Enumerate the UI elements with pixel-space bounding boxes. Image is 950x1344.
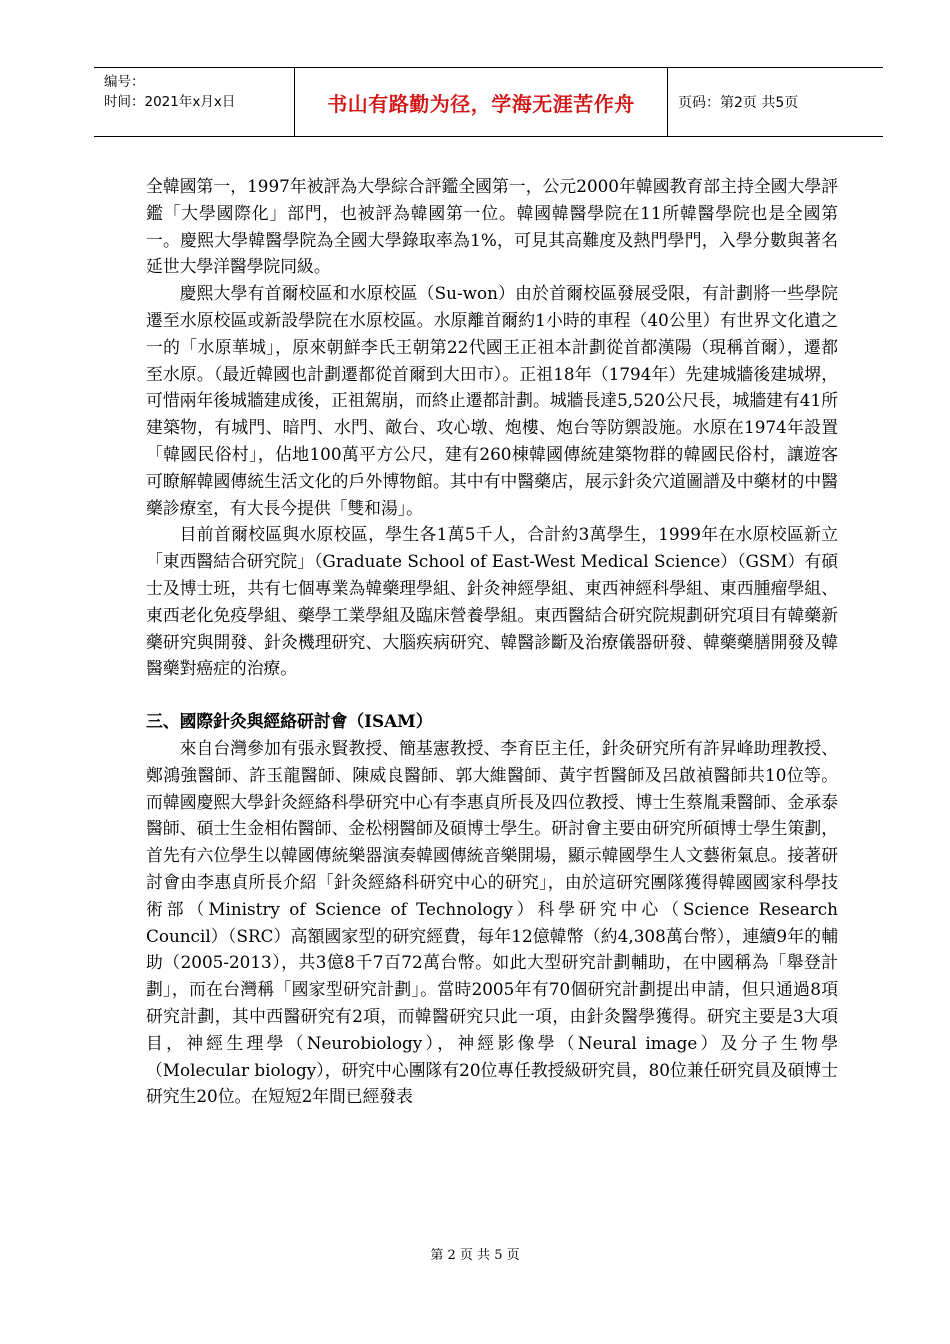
- paragraph-3: 目前首爾校區與水原校區，學生各1萬5千人，合計約3萬學生，1999年在水原校區新立「東西醫結合研究院」（Graduate School of East-West Medical Science）（GSM）有碩士及博士班，共有七個專業為韓藥理學組、針灸神經學組、東西神經科學組、東西腫瘤學組、東西老化免疫學組、藥學工業學組及臨床營養學組。東西醫結合研究院規劃研究項目有韓藥新藥研究與開發、針灸機理研究、大腦疾病研究、韓醫診斷及治療儀器研發、韓藥藥膳開發及韓醫藥對癌症的治療。: [146, 524, 838, 679]
- page-footer: 第 2 页 共 5 页: [430, 1248, 520, 1263]
- header-meta: [94, 68, 294, 136]
- page-header: [94, 67, 883, 137]
- document-number-label: 编号：: [104, 74, 145, 90]
- section-heading: 三、國際針灸與經絡研討會（ISAM）: [146, 711, 433, 732]
- header-page-info: 页码：第2页 共5页: [678, 95, 799, 111]
- document-time: 时间：2021年x月x日: [104, 94, 236, 110]
- paragraph-1: 全韓國第一，1997年被評為大學綜合評鑑全國第一，公元2000年韓國教育部主持全國大學評鑑「大學國際化」部門，也被評為韓國第一位。韓國韓醫學院在11所韓醫學院也是全國第一。慶熙大學韓醫學院為全國大學錄取率為1%，可見其高難度及熱門學門，入學分數與著名延世大學洋醫學院同級。: [146, 176, 838, 277]
- header-motto: 书山有路勤为径，学海无涯苦作舟: [294, 68, 668, 136]
- paragraph-2: 慶熙大學有首爾校區和水原校區（Su-won）由於首爾校區發展受限，有計劃將一些學院遷至水原校區或新設學院在水原校區。水原離首爾約1小時的車程（40公里）有世界文化遺之一的「水原華城」，原來朝鮮李氏王朝第22代國王正祖本計劃從首都漢陽（現稱首爾），遷都至水原。（最近韓國也計劃遷都從首爾到大田市）。正祖18年（1794年）先建城牆後建城堺，可惜兩年後城牆建成後，正祖駕崩，而終止遷都計劃。城牆長達5,520公尺長，城牆建有41所建築物，有城門、暗門、水門、敵台、攻心墩、炮樓、炮台等防禦設施。水原在1974年設置「韓國民俗村」，佔地100萬平方公尺，建有260棟韓國傳統建築物群的韓國民俗村，讓遊客可瞭解韓國傳統生活文化的戶外博物館。其中有中醫藥店，展示針灸穴道圖譜及中藥材的中醫藥診療室，有大長今提供「雙和湯」。: [146, 283, 838, 518]
- document-body: [146, 173, 838, 1110]
- section-paragraph: 來自台灣參加有張永賢教授、簡基憲教授、李育臣主任，針灸研究所有許昇峰助理教授、鄭鴻強醫師、許玉龍醫師、陳威良醫師、郭大維醫師、黃宇哲醫師及呂啟禎醫師共10位等。而韓國慶熙大學針灸經絡科學研究中心有李惠貞所長及四位教授、博士生蔡胤秉醫師、金承泰醫師、碩士生金相佑醫師、金松栩醫師及碩博士學生。研討會主要由研究所碩博士學生策劃，首先有六位學生以韓國傳統樂器演奏韓國傳統音樂開場，顯示韓國學生人文藝術氣息。接著研討會由李惠貞所長介紹「針灸經絡科研究中心的研究」，由於這研究團隊獲得韓國國家科學技術部（Ministry of Science of Technology）科學研究中心（Science Research Council）（SRC）高額國家型的研究經費，每年12億韓幣（約4,308萬台幣），連續9年的輔助（2005-2013），共3億8千7百72萬台幣。如此大型研究計劃輔助，在中國稱為「舉登計劃」，而在台灣稱「國家型研究計劃」。當時2005年有70個研究計劃提出申請，但只通過8項研究計劃，其中西醫研究有2項，而韓醫研究只此一項，由針灸醫學獲得。研究主要是3大項目，神經生理學（Neurobiology），神經影像學（Neural image）及分子生物學（Molecular biology），研究中心團隊有20位專任教授級研究員，80位兼任研究員及碩博士研究生20位。在短短2年間已經發表: [146, 737, 838, 1107]
